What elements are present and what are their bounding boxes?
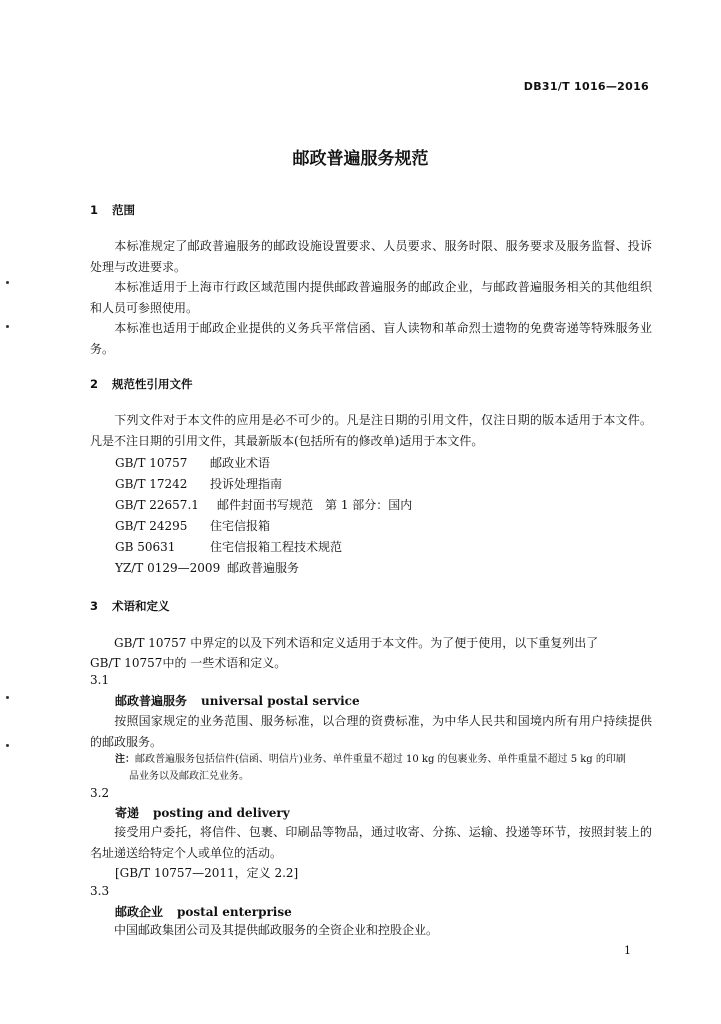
section-3-heading: 3 术语和定义 bbox=[90, 599, 170, 613]
section-title: 范围 bbox=[112, 203, 135, 217]
standard-code: DB31/T 1016—2016 bbox=[523, 80, 649, 93]
section-3-intro: GB/T 10757 中界定的以及下列术语和定义适用于本文件。为了便于使用，以下重复列出了 bbox=[114, 636, 599, 650]
term-number: 3.1 bbox=[90, 673, 110, 687]
reference-item: GB/T 22657.1 邮件封面书写规范 第 1 部分：国内 bbox=[115, 498, 413, 512]
scan-mark bbox=[6, 744, 9, 747]
section-1-paragraph-1: 本标准规定了邮政普遍服务的邮政设施设置要求、人员要求、服务时限、服务要求及服务监督、投诉处理与改进要求。 bbox=[90, 239, 652, 274]
section-2-paragraph-1: 下列文件对于本文件的应用是必不可少的。凡是注日期的引用文件，仅注日期的版本适用于本文件。凡是不注日期的引用文件，其最新版本(包括所有的修改单)适用于本文件。 bbox=[90, 413, 652, 448]
section-number: 1 bbox=[90, 203, 99, 217]
section-1-paragraph-2: 本标准适用于上海市行政区域范围内提供邮政普遍服务的邮政企业，与邮政普遍服务相关的其他组织和人员可参照使用。 bbox=[90, 280, 652, 315]
term-number: 3.3 bbox=[90, 884, 110, 898]
reference-item: GB 50631 住宅信报箱工程技术规范 bbox=[115, 540, 343, 554]
reference-item: GB/T 24295 住宅信报箱 bbox=[115, 519, 271, 533]
scan-mark bbox=[6, 696, 9, 699]
term-definition: 按照国家规定的业务范围、服务标准，以合理的资费标准，为中华人民共和国境内所有用户持续提供的邮政服务。 bbox=[90, 714, 652, 749]
reference-item: GB/T 17242 投诉处理指南 bbox=[115, 477, 283, 491]
section-2-heading: 2 规范性引用文件 bbox=[90, 377, 193, 391]
page-number: 1 bbox=[624, 944, 631, 957]
reference-item: YZ/T 0129—2009 邮政普遍服务 bbox=[115, 561, 300, 575]
term-title: 邮政企业 postal enterprise bbox=[115, 905, 292, 919]
term-note: 注：邮政普遍服务包括信件(信函、明信片)业务、单件重量不超过 10 kg 的包裹业务、单件重量不超过 5 kg 的印刷 品业务以及邮政汇兑业务。 bbox=[115, 754, 626, 782]
section-1-paragraph-3: 本标准也适用于邮政企业提供的义务兵平常信函、盲人读物和革命烈士遗物的免费寄递等特殊服务业务。 bbox=[90, 321, 652, 356]
section-1-heading bbox=[90, 202, 135, 218]
reference-item: GB/T 10757 邮政业术语 bbox=[115, 456, 271, 470]
term-definition: 接受用户委托，将信件、包裹、印刷品等物品，通过收寄、分拣、运输、投递等环节，按照封装上的名址递送给特定个人或单位的活动。 bbox=[90, 825, 652, 860]
term-number: 3.2 bbox=[90, 786, 110, 800]
term-title: 邮政普遍服务 universal postal service bbox=[115, 694, 360, 708]
section-3-intro-cont: GB/T 10757中的 一些术语和定义。 bbox=[90, 656, 287, 670]
term-source: [GB/T 10757—2011，定义 2.2] bbox=[115, 866, 299, 880]
term-definition: 中国邮政集团公司及其提供邮政服务的全资企业和控股企业。 bbox=[114, 923, 439, 937]
scan-mark bbox=[6, 325, 9, 328]
document-title: 邮政普遍服务规范 bbox=[292, 149, 429, 169]
scan-mark bbox=[6, 281, 9, 284]
term-title: 寄递 posting and delivery bbox=[115, 806, 290, 820]
